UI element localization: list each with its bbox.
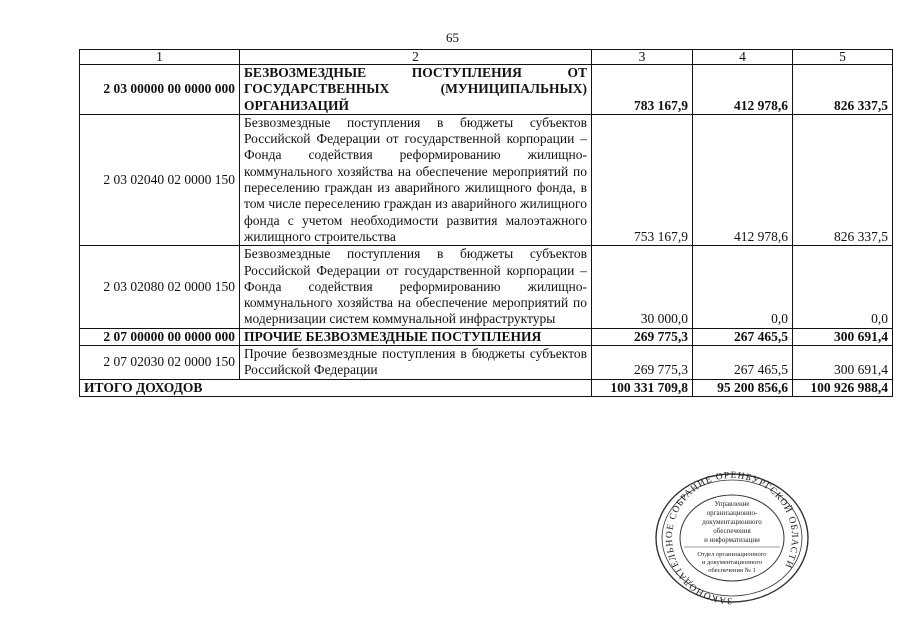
header-cell: 1 xyxy=(80,50,240,65)
table-row xyxy=(80,346,893,380)
value-col5: 826 337,5 xyxy=(793,114,893,245)
row-description: Безвозмездные поступления в бюджеты субъектов Российской Федерации от государственной корпорации – Фонда содействия реформированию жилищно-коммунального хозяйства на обеспечение мероприятий по модернизации систем коммунальной инфраструктуры xyxy=(240,246,592,328)
value-col5: 826 337,5 xyxy=(793,65,893,115)
table-row xyxy=(80,65,893,115)
value-col5: 0,0 xyxy=(793,246,893,328)
value-col3: 783 167,9 xyxy=(592,65,693,115)
table-row xyxy=(80,246,893,328)
seal-line: организационно- xyxy=(706,509,758,517)
value-col3: 269 775,3 xyxy=(592,346,693,380)
value-col4: 267 465,5 xyxy=(693,346,793,380)
total-col4: 95 200 856,6 xyxy=(693,379,793,396)
value-col4: 0,0 xyxy=(693,246,793,328)
seal-line: Отдел организационного xyxy=(697,551,767,558)
header-cell: 3 xyxy=(592,50,693,65)
total-col3: 100 331 709,8 xyxy=(592,379,693,396)
value-col5: 300 691,4 xyxy=(793,346,893,380)
seal-line: обеспечения xyxy=(713,527,751,535)
header-cell: 4 xyxy=(693,50,793,65)
official-seal-icon xyxy=(652,470,812,610)
table-header-row xyxy=(80,50,893,65)
total-col5: 100 926 988,4 xyxy=(793,379,893,396)
header-cell: 5 xyxy=(793,50,893,65)
seal-line: и документационного xyxy=(701,559,763,566)
budget-code: 2 07 02030 02 0000 150 xyxy=(80,346,240,380)
value-col3: 30 000,0 xyxy=(592,246,693,328)
budget-code: 2 03 02080 02 0000 150 xyxy=(80,246,240,328)
seal-line: и информатизации xyxy=(704,536,760,544)
value-col3: 753 167,9 xyxy=(592,114,693,245)
value-col4: 412 978,6 xyxy=(693,114,793,245)
budget-code: 2 03 02040 02 0000 150 xyxy=(80,114,240,245)
budget-code: 2 03 00000 00 0000 000 xyxy=(80,65,240,115)
seal-line: обеспечения № 1 xyxy=(708,567,756,574)
page-number: 65 xyxy=(446,30,459,45)
row-description: Прочие безвозмездные поступления в бюджеты субъектов Российской Федерации xyxy=(240,346,592,380)
row-description: ПРОЧИЕ БЕЗВОЗМЕЗДНЫЕ ПОСТУПЛЕНИЯ xyxy=(240,328,592,345)
value-col4: 267 465,5 xyxy=(693,328,793,345)
seal-line: документационного xyxy=(702,518,762,526)
header-cell: 2 xyxy=(240,50,592,65)
seal-outer-text: ЗАКОНОДАТЕЛЬНОЕ СОБРАНИЕ ОРЕНБУРГСКОЙ ОБЛАСТИ xyxy=(664,470,800,606)
value-col5: 300 691,4 xyxy=(793,328,893,345)
revenue-table xyxy=(79,49,893,397)
total-label: ИТОГО ДОХОДОВ xyxy=(80,379,592,396)
value-col4: 412 978,6 xyxy=(693,65,793,115)
row-description: БЕЗВОЗМЕЗДНЫЕ ПОСТУПЛЕНИЯ ОТ ГОСУДАРСТВЕННЫХ (МУНИЦИПАЛЬНЫХ) ОРГАНИЗАЦИЙ xyxy=(240,65,592,115)
budget-code: 2 07 00000 00 0000 000 xyxy=(80,328,240,345)
table-row xyxy=(80,114,893,245)
total-row xyxy=(80,379,893,396)
value-col3: 269 775,3 xyxy=(592,328,693,345)
row-description: Безвозмездные поступления в бюджеты субъектов Российской Федерации от государственной корпорации – Фонда содействия реформированию жилищно-коммунального хозяйства на обеспечение мероприятий по переселению граждан из аварийного жилищного фонда, в том числе переселению граждан из аварийного жилищного фонда с учетом необходимости развития малоэтажного жилищного строительства xyxy=(240,114,592,245)
seal-line: Управление xyxy=(714,500,750,508)
table-row xyxy=(80,328,893,345)
